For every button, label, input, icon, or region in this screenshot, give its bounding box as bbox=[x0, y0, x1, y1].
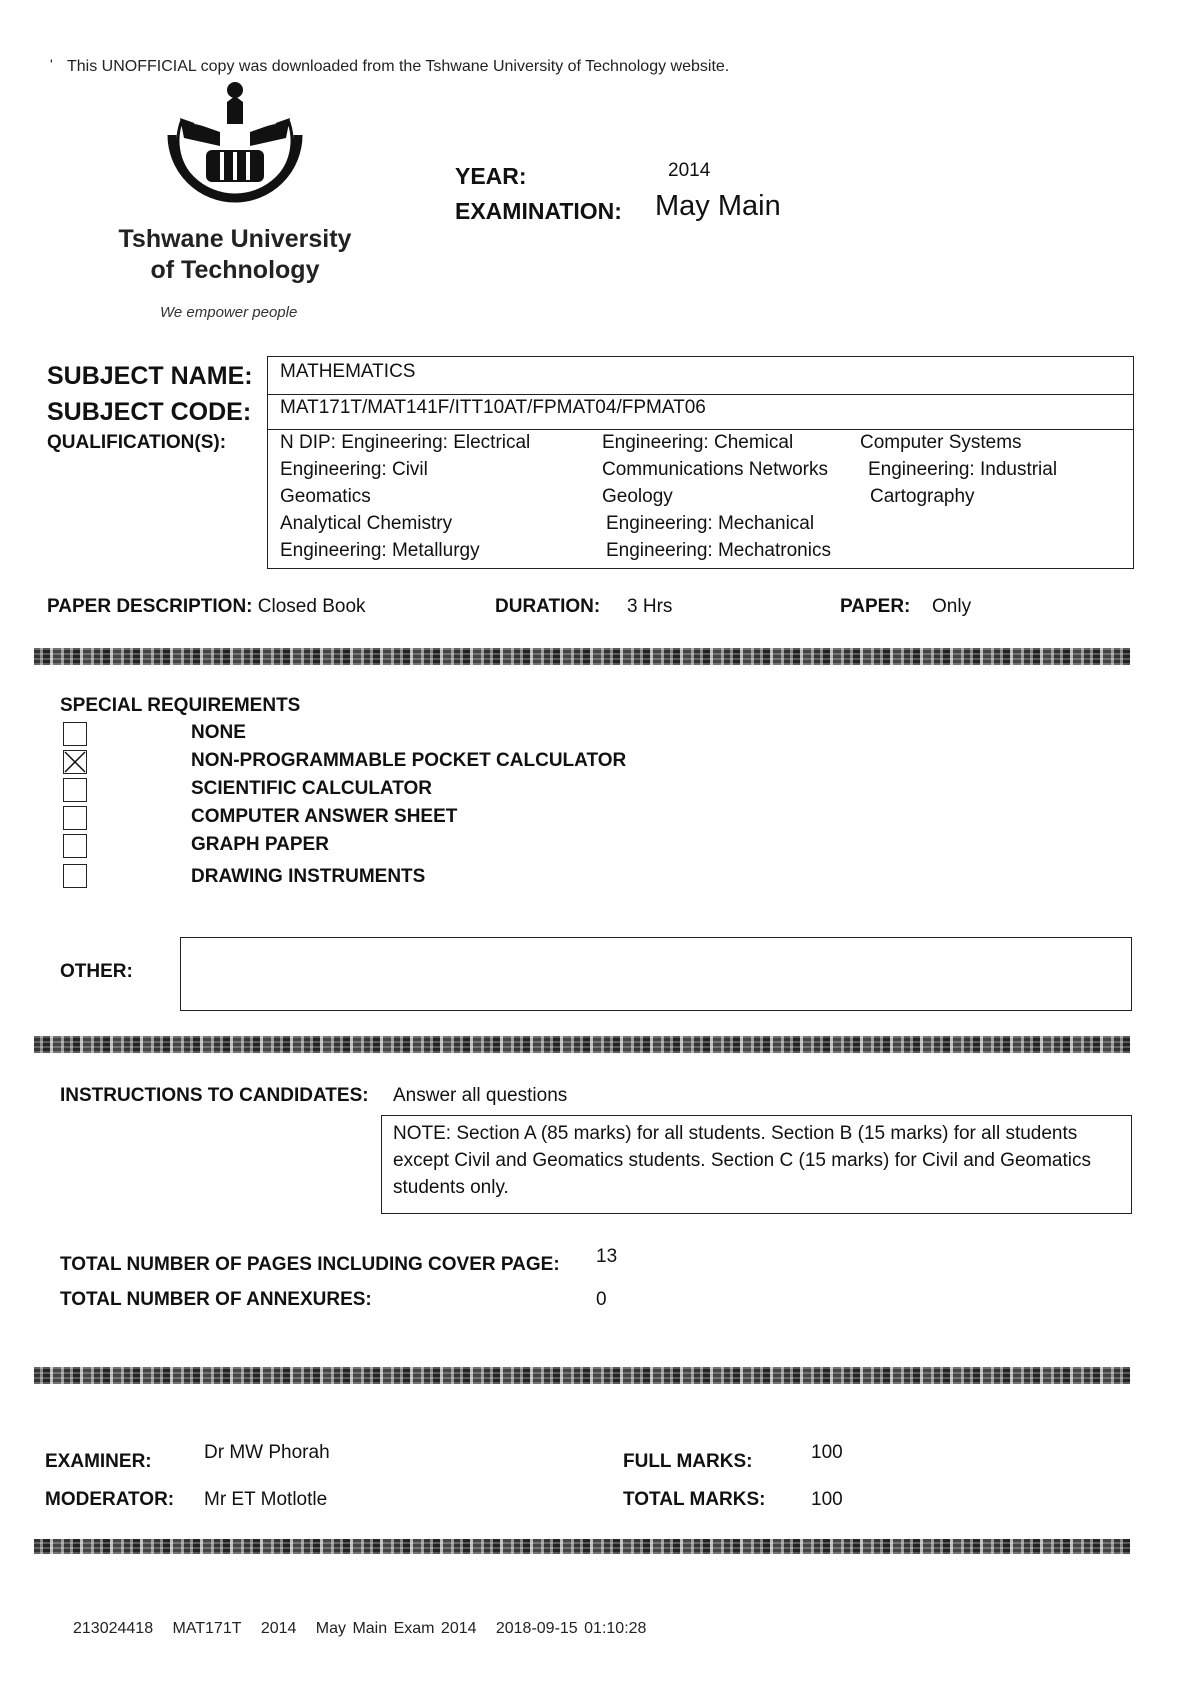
qualification-item: Engineering: Civil bbox=[280, 459, 428, 480]
qualification-item: Engineering: Industrial bbox=[868, 459, 1058, 480]
requirement-label: DRAWING INSTRUMENTS bbox=[191, 866, 426, 887]
section-divider-stripe bbox=[34, 648, 1130, 665]
qualification-item: Geology bbox=[602, 486, 673, 507]
paper-description bbox=[47, 596, 366, 618]
qualification-item: Analytical Chemistry bbox=[280, 513, 453, 534]
total-annexures-value: 0 bbox=[596, 1289, 607, 1310]
subject-name-label: SUBJECT NAME: bbox=[47, 362, 253, 390]
subject-code-value: MAT171T/MAT141F/ITT10AT/FPMAT04/FPMAT06 bbox=[280, 397, 706, 418]
subject-box bbox=[267, 356, 1134, 569]
section-divider-stripe bbox=[34, 1036, 1130, 1053]
year-label: YEAR: bbox=[455, 163, 527, 189]
requirement-label: NON-PROGRAMMABLE POCKET CALCULATOR bbox=[191, 750, 627, 771]
instructions-label: INSTRUCTIONS TO CANDIDATES: bbox=[60, 1085, 369, 1106]
other-field[interactable] bbox=[180, 937, 1132, 1011]
checkbox-drawing-instruments[interactable] bbox=[63, 864, 87, 888]
requirement-label: SCIENTIFIC CALCULATOR bbox=[191, 778, 433, 799]
university-name bbox=[100, 224, 370, 286]
subject-name-value: MATHEMATICS bbox=[280, 361, 416, 382]
duration-value: 3 Hrs bbox=[627, 596, 673, 617]
subject-code-label: SUBJECT CODE: bbox=[47, 398, 252, 426]
checkbox-scientific-calculator[interactable] bbox=[63, 778, 87, 802]
requirement-label: NONE bbox=[191, 722, 246, 743]
total-pages-label: TOTAL NUMBER OF PAGES INCLUDING COVER PAGE: bbox=[60, 1254, 560, 1275]
divider bbox=[268, 429, 1133, 430]
scan-mark: ' bbox=[50, 56, 53, 72]
checkbox-none[interactable] bbox=[63, 722, 87, 746]
instructions-note-box bbox=[381, 1115, 1132, 1214]
total-marks-label: TOTAL MARKS: bbox=[623, 1489, 766, 1510]
checkbox-computer-answer-sheet[interactable] bbox=[63, 806, 87, 830]
requirement-label: COMPUTER ANSWER SHEET bbox=[191, 806, 458, 827]
total-annexures-label: TOTAL NUMBER OF ANNEXURES: bbox=[60, 1289, 372, 1310]
moderator-value: Mr ET Motlotle bbox=[204, 1489, 328, 1510]
full-marks-value: 100 bbox=[811, 1442, 843, 1463]
paper-label: PAPER: bbox=[840, 596, 911, 617]
qualification-item: Engineering: Chemical bbox=[602, 432, 794, 453]
examination-label: EXAMINATION: bbox=[455, 198, 622, 224]
tut-logo-icon bbox=[160, 80, 310, 220]
total-pages-value: 13 bbox=[596, 1246, 618, 1267]
qualification-item: Computer Systems bbox=[860, 432, 1022, 453]
special-requirements-heading: SPECIAL REQUIREMENTS bbox=[60, 695, 301, 716]
checkbox-non-programmable-calculator[interactable] bbox=[63, 750, 87, 774]
instructions-value: Answer all questions bbox=[393, 1085, 568, 1106]
checked-x-icon bbox=[64, 751, 86, 773]
qualification-item: Cartography bbox=[870, 486, 975, 507]
paper-value: Only bbox=[932, 596, 972, 617]
qualification-item: Engineering: Metallurgy bbox=[280, 540, 480, 561]
examiner-value: Dr MW Phorah bbox=[204, 1442, 330, 1463]
university-motto: We empower people bbox=[160, 304, 298, 321]
other-label: OTHER: bbox=[60, 961, 133, 982]
moderator-label: MODERATOR: bbox=[45, 1489, 175, 1510]
footer-exam: May Main Exam 2014 bbox=[315, 1620, 477, 1637]
download-footer bbox=[73, 1620, 646, 1638]
footer-subject-code: MAT171T bbox=[172, 1620, 242, 1637]
qualification-item: Communications Networks bbox=[602, 459, 828, 480]
section-divider-stripe bbox=[34, 1367, 1130, 1384]
footer-year: 2014 bbox=[260, 1620, 297, 1637]
qualification-item: N DIP: Engineering: Electrical bbox=[280, 432, 531, 453]
university-name-line1: Tshwane University bbox=[118, 225, 352, 253]
footer-timestamp: 2018-09-15 01:10:28 bbox=[495, 1620, 647, 1637]
section-divider-stripe bbox=[34, 1539, 1130, 1554]
duration-label: DURATION: bbox=[495, 596, 601, 617]
footer-student-number: 213024418 bbox=[73, 1620, 154, 1637]
divider bbox=[268, 394, 1133, 395]
qualification-item: Engineering: Mechanical bbox=[606, 513, 815, 534]
qualification-item: Engineering: Mechatronics bbox=[606, 540, 831, 561]
total-marks-value: 100 bbox=[811, 1489, 843, 1510]
examiner-label: EXAMINER: bbox=[45, 1451, 152, 1472]
qualification-item: Geomatics bbox=[280, 486, 371, 507]
paper-description-label: PAPER DESCRIPTION: bbox=[47, 596, 253, 617]
qualification-label: QUALIFICATION(S): bbox=[47, 432, 227, 453]
instructions-note: NOTE: Section A (85 marks) for all students. Section B (15 marks) for all students except Civil and Geomatics students. Section C (15 marks) for Civil and Geomatics students only. bbox=[393, 1123, 1091, 1198]
university-name-line2: of Technology bbox=[150, 256, 320, 284]
paper-description-value: Closed Book bbox=[257, 596, 366, 617]
unofficial-banner: This UNOFFICIAL copy was downloaded from the Tshwane University of Technology website. bbox=[67, 58, 730, 75]
checkbox-graph-paper[interactable] bbox=[63, 834, 87, 858]
examination-value: May Main bbox=[655, 190, 781, 222]
year-value: 2014 bbox=[668, 160, 711, 181]
requirement-label: GRAPH PAPER bbox=[191, 834, 329, 855]
full-marks-label: FULL MARKS: bbox=[623, 1451, 753, 1472]
